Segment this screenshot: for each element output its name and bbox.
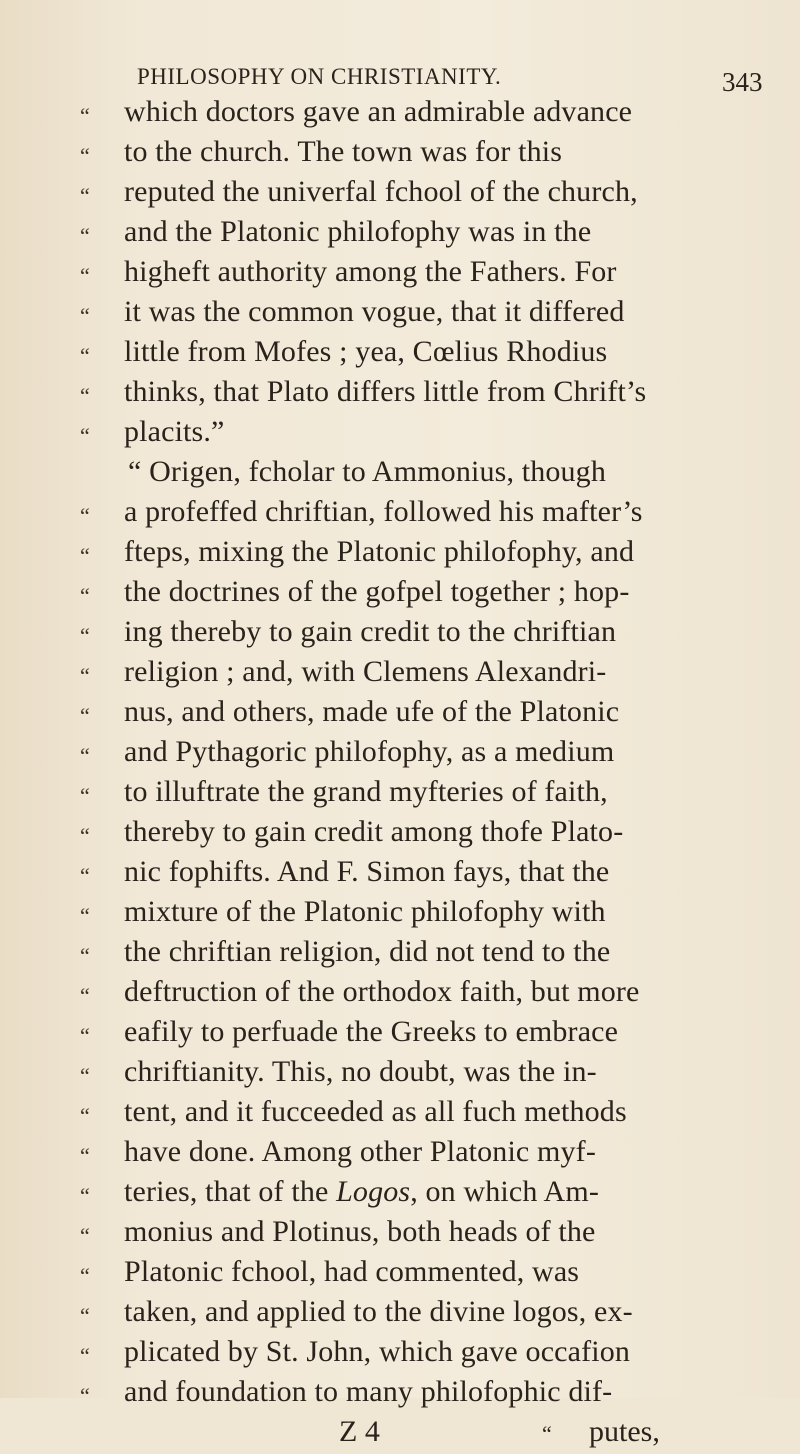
quote-mark: “ <box>80 863 90 888</box>
quote-mark: “ <box>80 383 90 408</box>
text-line <box>0 292 800 332</box>
line-text: to illuftrate the grand myfteries of faith, <box>124 775 608 808</box>
catchword: putes, <box>589 1415 660 1448</box>
italic-term-logos: Logos <box>336 1175 411 1208</box>
line-text: which doctors gave an admirable advance <box>124 95 633 128</box>
text-line <box>0 572 800 612</box>
quote-mark: “ <box>80 703 90 728</box>
line-text: ing thereby to gain credit to the chriftian <box>124 615 617 648</box>
text-line <box>0 212 800 252</box>
line-text: the doctrines of the gofpel together ; hop- <box>124 575 630 608</box>
text-line <box>0 852 800 892</box>
text-line <box>0 492 800 532</box>
quote-mark: “ <box>80 623 90 648</box>
text-line <box>0 932 800 972</box>
text-line <box>0 1212 800 1252</box>
text-line <box>0 1092 800 1132</box>
line-text: the chriftian religion, did not tend to the <box>124 935 611 968</box>
line-text: it was the common vogue, that it differed <box>124 295 625 328</box>
quote-mark: “ <box>80 223 90 248</box>
quote-mark: “ <box>80 1143 90 1168</box>
text-line <box>0 1372 800 1412</box>
line-text: chriftianity. This, no doubt, was the in- <box>124 1055 597 1088</box>
text-line <box>0 772 800 812</box>
quote-mark: “ <box>80 543 90 568</box>
text-line <box>0 1332 800 1372</box>
text-line <box>0 1132 800 1172</box>
line-text: mixture of the Platonic philofophy with <box>124 895 606 928</box>
text-line <box>0 1052 800 1092</box>
quote-mark: “ <box>80 423 90 448</box>
text-line <box>0 692 800 732</box>
quote-mark: “ <box>80 783 90 808</box>
line-text: “ Origen, fcholar to Ammonius, though <box>128 455 606 488</box>
text-line <box>0 612 800 652</box>
line-text: thinks, that Plato differs little from Chrift’s <box>124 375 647 408</box>
quote-mark: “ <box>80 1183 90 1208</box>
line-text: thereby to gain credit among thofe Plato- <box>124 815 624 848</box>
body-text <box>0 92 800 1452</box>
line-text: have done. Among other Platonic myf- <box>124 1135 596 1168</box>
line-text: Platonic fchool, had commented, was <box>124 1255 580 1288</box>
line-text: religion ; and, with Clemens Alexandri- <box>124 655 607 688</box>
page-number: 343 <box>722 67 763 97</box>
quote-mark: “ <box>80 1223 90 1248</box>
quote-mark: “ <box>80 743 90 768</box>
line-text: monius and Plotinus, both heads of the <box>124 1215 596 1248</box>
quote-mark: “ <box>80 143 90 168</box>
quote-mark: “ <box>80 503 90 528</box>
quote-mark: “ <box>80 1303 90 1328</box>
quote-mark: “ <box>80 263 90 288</box>
line-text: nus, and others, made ufe of the Platonic <box>124 695 620 728</box>
quote-mark: “ <box>80 663 90 688</box>
quote-mark: “ <box>80 903 90 928</box>
line-text: plicated by St. John, which gave occafion <box>124 1335 631 1368</box>
quote-mark: “ <box>80 183 90 208</box>
line-text: deftruction of the orthodox faith, but more <box>124 975 640 1008</box>
text-line <box>0 1012 800 1052</box>
running-head: PHILOSOPHY ON CHRISTIANITY. <box>137 64 502 89</box>
line-text: nic fophifts. And F. Simon fays, that the <box>124 855 610 888</box>
text-line <box>0 892 800 932</box>
text-line <box>0 1172 800 1212</box>
text-line <box>0 1292 800 1332</box>
text-line <box>0 332 800 372</box>
text-line <box>0 252 800 292</box>
quote-mark: “ <box>80 1343 90 1368</box>
text-line <box>0 972 800 1012</box>
line-text: little from Mofes ; yea, Cœlius Rhodius <box>124 335 608 368</box>
quote-mark: “ <box>80 823 90 848</box>
line-text: taken, and applied to the divine logos, ex- <box>124 1295 633 1328</box>
paragraph-start-line <box>0 452 800 492</box>
quote-mark: “ <box>80 583 90 608</box>
line-text: to the church. The town was for this <box>124 135 563 168</box>
line-text: and the Platonic philofophy was in the <box>124 215 592 248</box>
quote-mark: “ <box>80 1023 90 1048</box>
text-line <box>0 412 800 452</box>
line-text: reputed the univerfal fchool of the church, <box>124 175 638 208</box>
line-text: placits.” <box>124 415 225 448</box>
line-text-part: , on which Am- <box>410 1175 599 1208</box>
quote-mark: “ <box>80 983 90 1008</box>
line-text <box>124 1172 599 1212</box>
text-line <box>0 132 800 172</box>
text-line <box>0 532 800 572</box>
page-footer <box>0 1412 800 1452</box>
line-text: tent, and it fucceeded as all fuch methods <box>124 1095 627 1128</box>
text-line <box>0 92 800 132</box>
line-text: and Pythagoric philofophy, as a medium <box>124 735 615 768</box>
quote-mark: “ <box>542 1421 552 1446</box>
text-line <box>0 732 800 772</box>
line-text: and foundation to many philofophic dif- <box>124 1375 613 1408</box>
quote-mark: “ <box>80 1103 90 1128</box>
text-line <box>0 172 800 212</box>
quote-mark: “ <box>80 103 90 128</box>
line-text: higheft authority among the Fathers. For <box>124 255 617 288</box>
text-line <box>0 812 800 852</box>
signature-mark: Z 4 <box>339 1415 380 1448</box>
quote-mark: “ <box>80 1383 90 1408</box>
line-text: eafily to perfuade the Greeks to embrace <box>124 1015 619 1048</box>
quote-mark: “ <box>80 943 90 968</box>
text-line <box>0 372 800 412</box>
quote-mark: “ <box>80 1063 90 1088</box>
text-line <box>0 652 800 692</box>
line-text-part: teries, that of the <box>124 1175 337 1208</box>
quote-mark: “ <box>80 343 90 368</box>
text-line <box>0 1252 800 1292</box>
quote-mark: “ <box>80 303 90 328</box>
quote-mark: “ <box>80 1263 90 1288</box>
line-text: fteps, mixing the Platonic philofophy, and <box>124 535 635 568</box>
line-text: a profeffed chriftian, followed his mafter’s <box>124 495 643 528</box>
